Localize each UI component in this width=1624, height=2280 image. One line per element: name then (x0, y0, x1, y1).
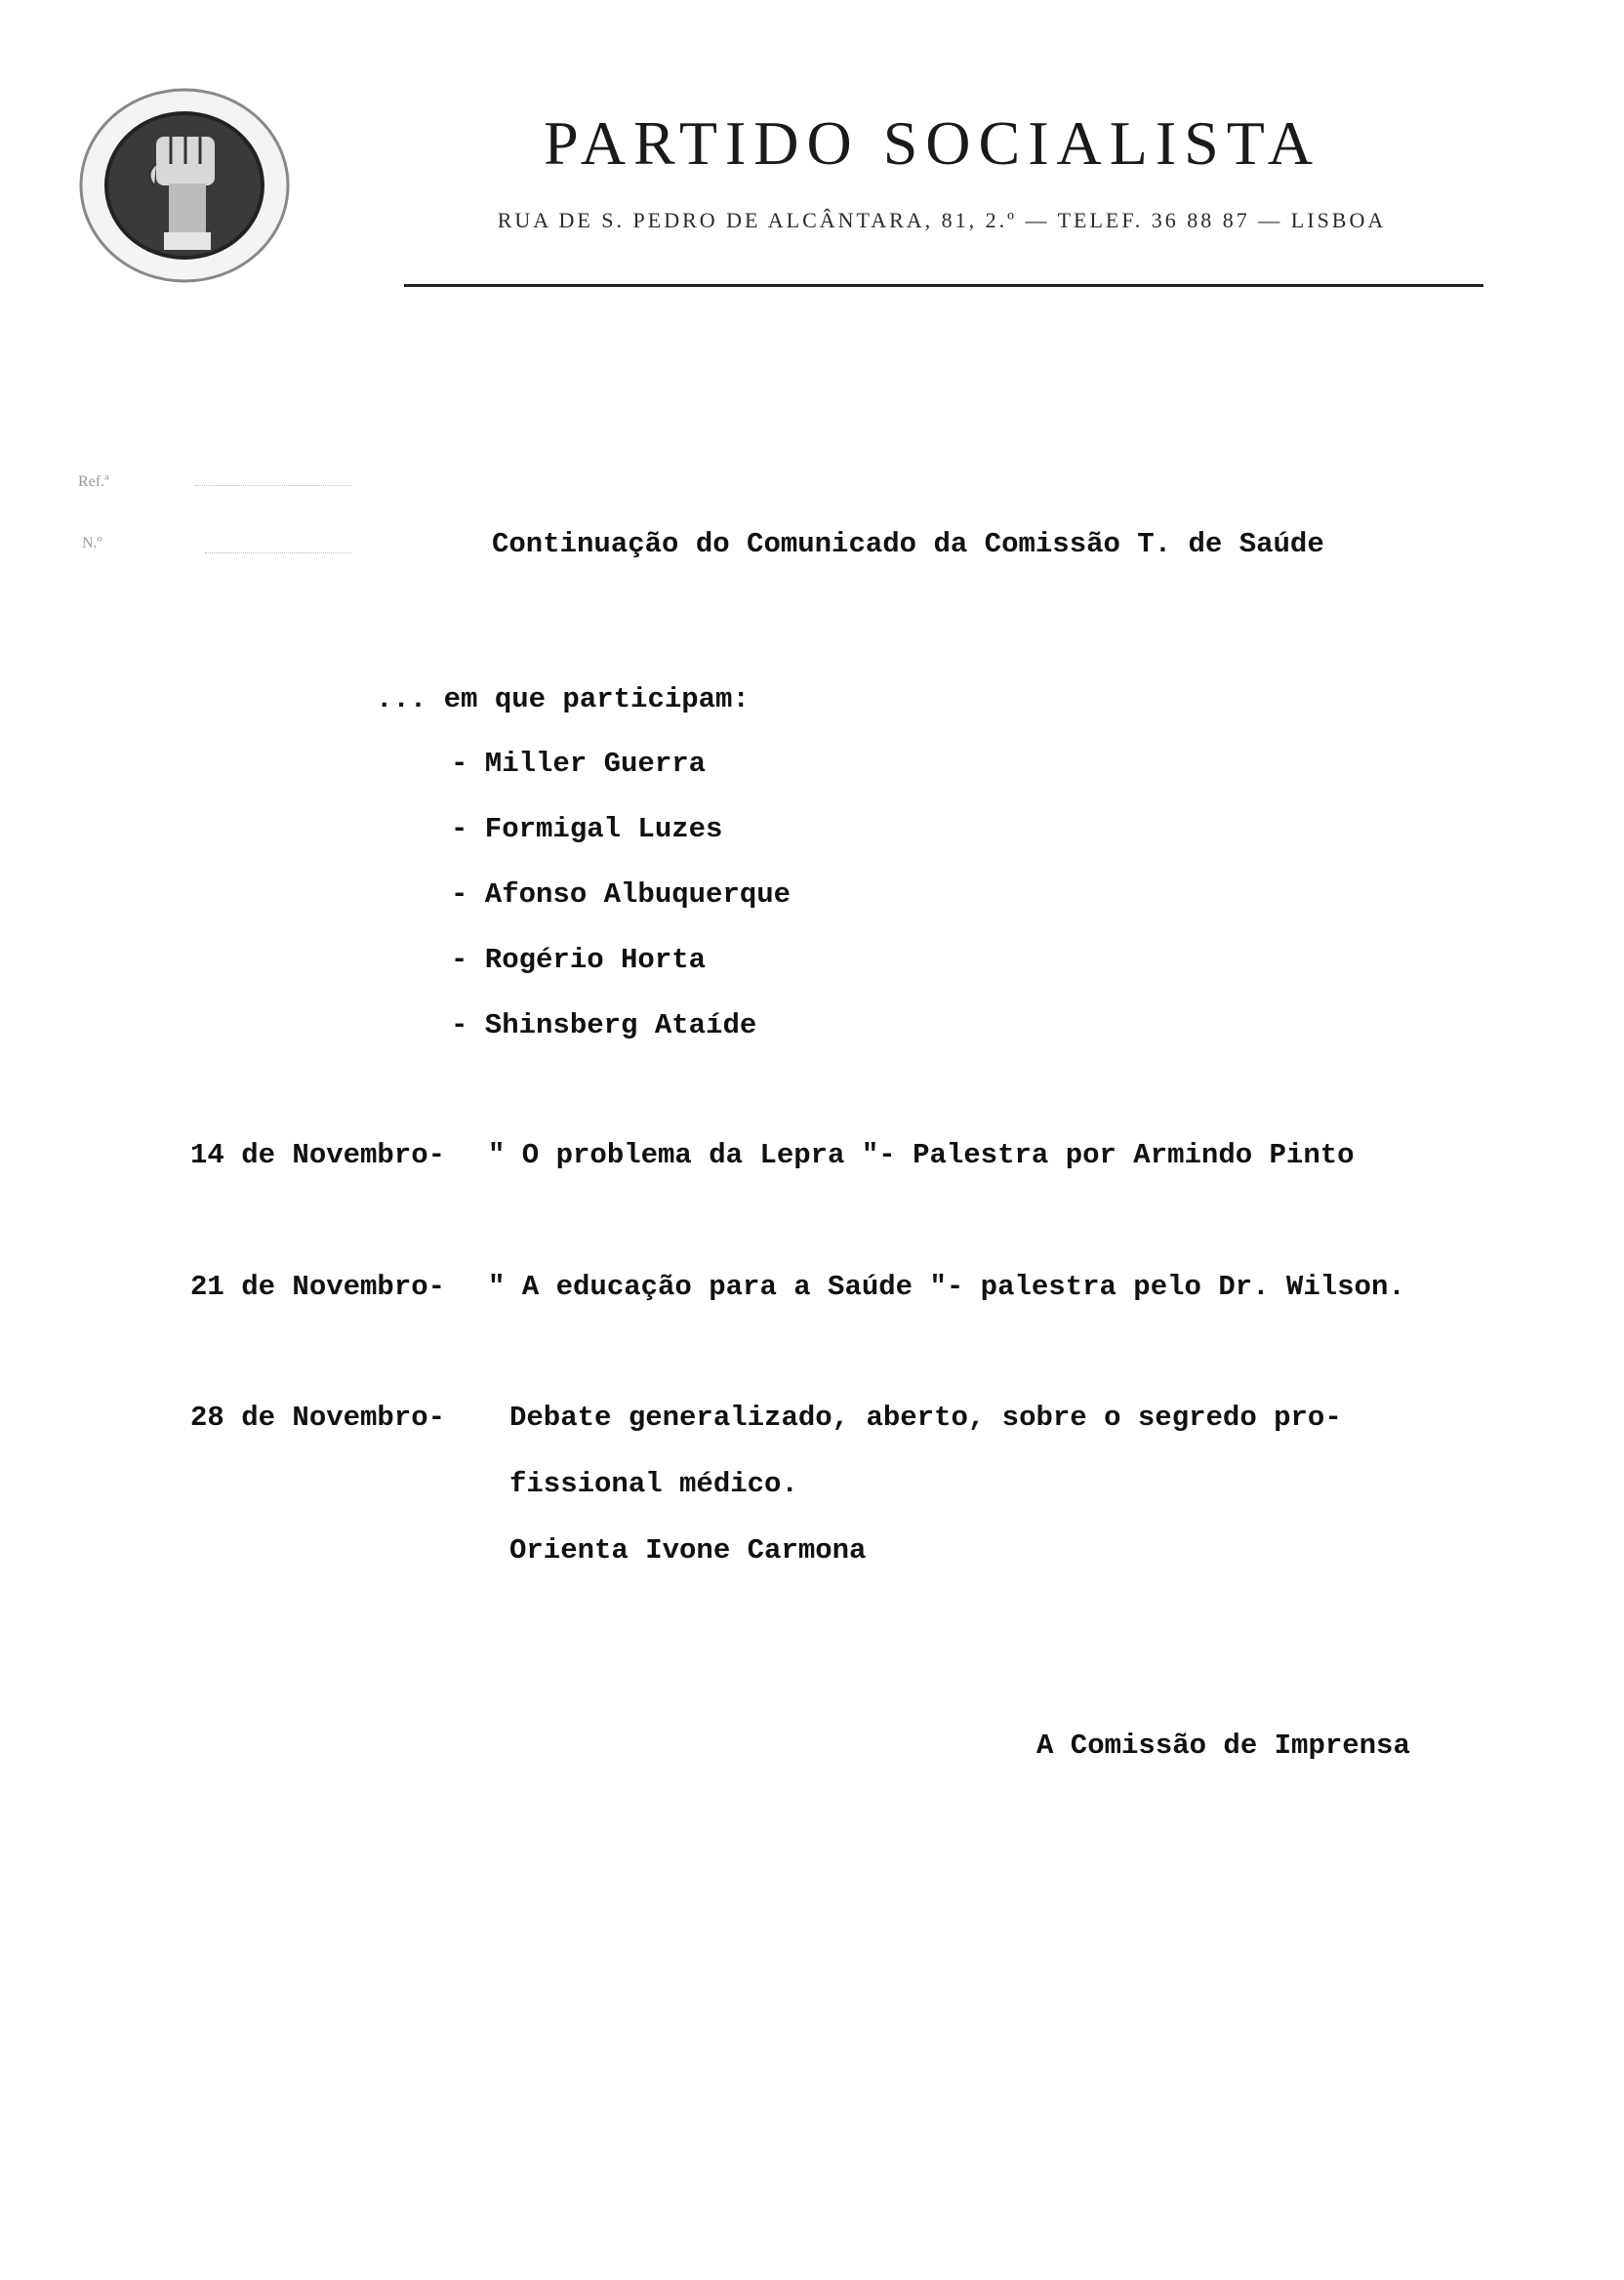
participant-item: - Formigal Luzes (451, 813, 723, 845)
event-date: 21 de Novembro- (190, 1271, 446, 1303)
event-description: Debate generalizado, aberto, sobre o segredo pro- (509, 1402, 1342, 1434)
participant-item: - Afonso Albuquerque (451, 878, 792, 911)
participant-item: - Shinsberg Ataíde (451, 1009, 757, 1041)
event-description: " O problema da Lepra "- Palestra por Armindo Pinto (488, 1139, 1355, 1171)
event-date: 28 de Novembro- (190, 1402, 446, 1434)
event-date: 14 de Novembro- (190, 1139, 446, 1171)
document-heading: Continuação do Comunicado da Comissão T. de Saúde (492, 528, 1324, 560)
organization-address: RUA DE S. PEDRO DE ALCÂNTARA, 81, 2.º — TELEF. 36 88 87 — LISBOA (497, 208, 1387, 232)
event-description: " A educação para a Saúde "- palestra pelo Dr. Wilson. (488, 1271, 1405, 1303)
participants-intro: ... em que participam: (376, 683, 750, 715)
organization-name: PARTIDO SOCIALISTA (544, 108, 1320, 178)
event-description: fissional médico. (509, 1468, 798, 1500)
participant-item: - Miller Guerra (451, 748, 707, 780)
number-label: N.º (82, 535, 102, 551)
reference-label: Ref.ª (78, 473, 109, 490)
party-logo-seal (76, 86, 293, 285)
reference-blank-line (195, 485, 351, 486)
number-blank-line (205, 552, 351, 553)
event-description: Orienta Ivone Carmona (509, 1534, 867, 1567)
signature-line: A Comissão de Imprensa (1036, 1730, 1410, 1762)
participant-item: - Rogério Horta (451, 944, 707, 976)
raised-fist-icon (76, 86, 293, 285)
letterhead-divider (404, 284, 1483, 287)
